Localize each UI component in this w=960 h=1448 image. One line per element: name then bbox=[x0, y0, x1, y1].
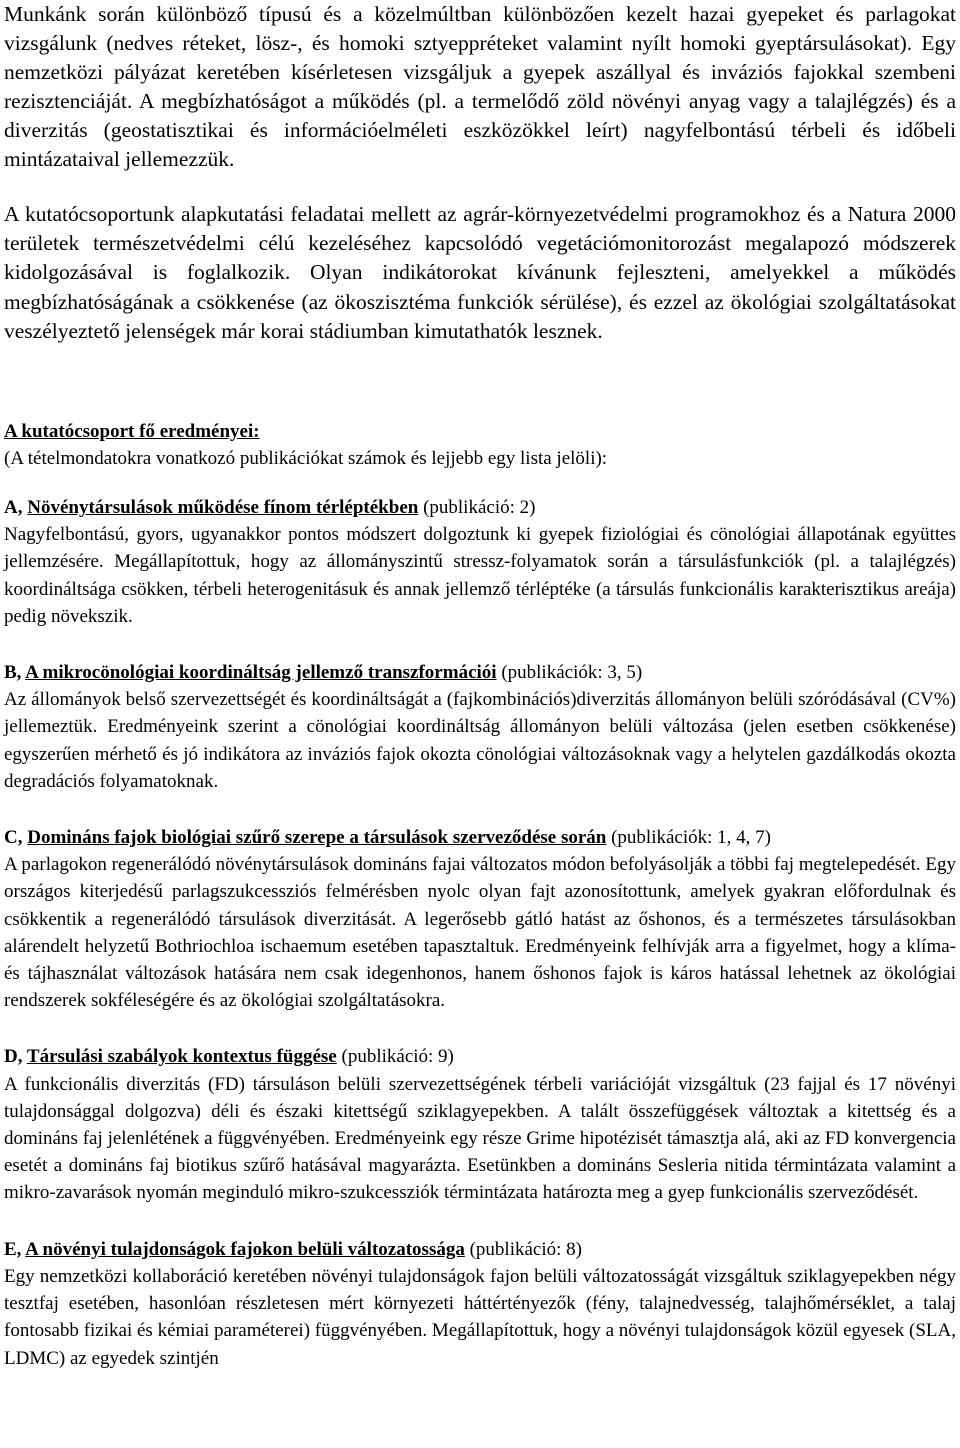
section-a-publication: (publikáció: 2) bbox=[418, 497, 536, 519]
intro-paragraph-2: A kutatócsoportunk alapkutatási feladatai mellett az agrár-környezetvédelmi programokhoz és a Natura 2000 területek természetvédelmi célú kezeléséhez kapcsolódó vegetációmonitorozást megalapozó módszerek kidolgozásával is foglalkozik. Olyan indikátorokat kívánunk fejleszteni, amelyekkel a működés megbízhatóságának a csökkenése (az ökoszisztéma funkciók sérülése), és ezzel az ökológiai szolgáltatásokat veszélyeztető jelenségek már korai stádiumban kimutathatók lesznek. bbox=[4, 202, 956, 343]
results-note: (A tételmondatokra vonatkozó publikációkat számok és lejjebb egy lista jelöli): bbox=[4, 448, 608, 470]
section-b-title bbox=[4, 659, 956, 686]
section-e-body: Egy nemzetközi kollaboráció keretében növényi tulajdonságok fajon belüli változatosságát vizsgáltuk sziklagyepekben négy tesztfaj esetében, hasonlóan részletesen mért környezeti háttértényezők (fény, talajnedvesség, talajhőmérséklet, a talaj fontosabb fizikai és kémiai paraméterei) függvényében. Megállapítottuk, hogy a növényi tulajdonságok közül egyesek (SLA, LDMC) az egyedek szintjén bbox=[4, 1265, 956, 1369]
section-a bbox=[4, 494, 956, 630]
section-e-prefix: E, bbox=[4, 1238, 26, 1260]
section-e bbox=[4, 1236, 956, 1372]
section-b-prefix: B, bbox=[4, 662, 26, 684]
section-c bbox=[4, 824, 956, 1014]
section-c-publication: (publikációk: 1, 4, 7) bbox=[606, 827, 771, 849]
section-d-body: A funkcionális diverzitás (FD) társuláson belüli szervezettségének térbeli variációját vizsgáltuk (23 fajjal és 17 növényi tulajdonsággal dolgozva) déli és északi kitettségű sziklagyepekben. A talált összefüggések változtak a kitettség és a domináns faj jelenlétének a függvényében. Eredményeink egy része Grime hipotézisét támasztja alá, aki az FD konvergencia esetét a domináns faj biotikus szűrő hatásával magyarázta. Esetünkben a domináns Sesleria nitida términtázata valamint a mikro-zavarások nyomán meginduló mikro-szukcessziók términtázata határozta meg a gyep funkcionális szerveződését. bbox=[4, 1073, 956, 1204]
section-b-body: Az állományok belső szervezettségét és koordináltságát a (fajkombinációs)diverzitás állományon belüli szóródásával (CV%) jellemeztük. Eredményeink szerint a cönológiai koordináltság állományon belüli változása (jelen esetben csökkenése) egyszerűen mérhető és jó indikátora az inváziós fajok okozta cönológiai változásoknak vagy a helytelen gazdálkodás okozta degradációs folyamatoknak. bbox=[4, 689, 956, 792]
section-c-body: A parlagokon regenerálódó növénytársulások domináns fajai változatos módon befolyásolják a többi faj megtelepedését. Egy országos kiterjedésű parlagszukcessziós felmérésben nyolc olyan fajt azonosítottunk, amelyek gyakran előfordulnak és csökkentik a regenerálódó társulások diverzitását. A legerősebb gátló hatást az őshonos, és a természetes társulásokban alárendelt helyzetű Bothriochloa ischaemum esetében tapasztaltuk. Eredményeink felhívják arra a figyelmet, hogy a klíma- és tájhasználat változások hatására nem csak idegenhonos, hanem őshonos fajok is káros hatással lehetnek az ökológiai rendszerek sokféleségére és az ökológiai szolgáltatásokra. bbox=[4, 854, 956, 1012]
section-b-heading: A mikrocönológiai koordináltság jellemző transzformációi bbox=[25, 662, 497, 684]
section-e-publication: (publikáció: 8) bbox=[464, 1238, 582, 1260]
results-heading bbox=[4, 418, 956, 445]
section-a-heading: Növénytársulások működése fínom térléptékben bbox=[27, 497, 419, 519]
section-e-title bbox=[4, 1236, 956, 1263]
results-heading-text: A kutatócsoport fő eredményei: bbox=[4, 421, 260, 443]
section-a-title bbox=[4, 494, 956, 521]
section-c-title bbox=[4, 824, 956, 851]
section-d bbox=[4, 1043, 956, 1206]
section-a-body: Nagyfelbontású, gyors, ugyanakkor pontos módszert dolgoztunk ki gyepek fiziológiai és cönológiai állapotának együttes jellemzésére. Megállapítottuk, hogy az állományszintű stressz-folyamatok során a társulásfunkciók (pl. a talajlégzés) koordináltsága csökken, térbeli heterogenitásuk és annak jellemző térléptéke (a társulás funkcionális karakterisztikus areája) pedig növekszik. bbox=[4, 524, 956, 627]
intro-paragraph-1: Munkánk során különböző típusú és a közelmúltban különbözően kezelt hazai gyepeket és parlagokat vizsgálunk (nedves réteket, lösz-, és homoki sztyeppréteket valamint nyílt homoki gyeptársulásokat). Egy nemzetközi pályázat keretében kísérletesen vizsgáljuk a gyepek aszállyal és inváziós fajokkal szembeni rezisztenciáját. A megbízhatóságot a működés (pl. a termelődő zöld növényi anyag vagy a talajlégzés) és a diverzitás (geostatisztikai és információelméleti eszközökkel leírt) nagyfelbontású térbeli és időbeli mintázataival jellemezzük. bbox=[4, 2, 956, 171]
section-d-title bbox=[4, 1043, 956, 1070]
section-d-publication: (publikáció: 9) bbox=[336, 1046, 454, 1068]
document-page bbox=[4, 0, 956, 1372]
section-c-heading: Domináns fajok biológiai szűrő szerepe a társulások szerveződése során bbox=[27, 827, 607, 849]
section-b-publication: (publikációk: 3, 5) bbox=[496, 662, 643, 684]
section-b bbox=[4, 659, 956, 795]
section-d-heading: Társulási szabályok kontextus függése bbox=[26, 1046, 337, 1068]
section-d-prefix: D, bbox=[4, 1046, 27, 1068]
section-e-heading: A növényi tulajdonságok fajokon belüli változatossága bbox=[25, 1238, 465, 1260]
section-c-prefix: C, bbox=[4, 827, 28, 849]
section-a-prefix: A, bbox=[4, 497, 28, 519]
